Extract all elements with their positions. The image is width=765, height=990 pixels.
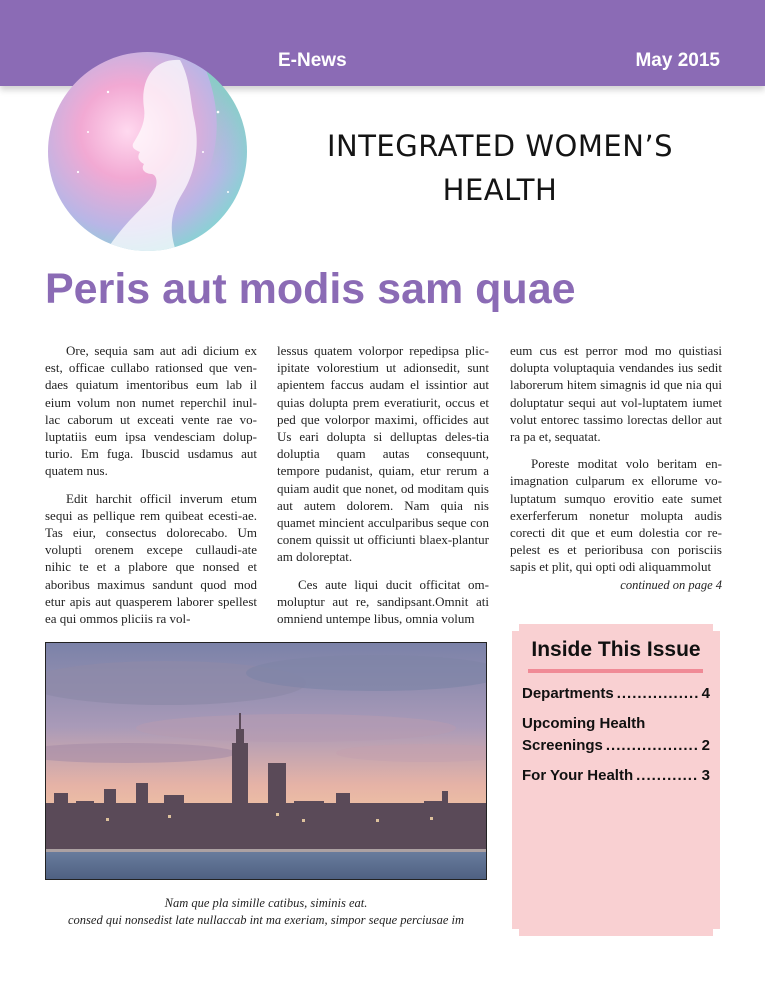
title-line-2: HEALTH [442, 173, 558, 207]
paragraph: eum cus est perror mod mo quistiasi dolupta voluptaquia vendandes ius sedit laborerum hitem simagnis id que nia qui doluptatur sequi aut vol-luptatem iumet volut entorec tassimo lorectas dellor aut ra pa et, sequatat. [510, 343, 722, 445]
toc-label: Upcoming Health [522, 715, 646, 732]
newsletter-label: E-News [278, 50, 347, 71]
toc-leader [606, 735, 699, 757]
article-column-2 [277, 342, 489, 637]
city-skyline-photo [45, 642, 487, 880]
corner-notch [512, 624, 519, 631]
caption-line-1: Nam que pla simille catibus, siminis eat. [164, 896, 368, 910]
toc-leader [636, 765, 699, 787]
corner-notch [713, 929, 720, 936]
toc-item-for-your-health[interactable] [522, 765, 710, 787]
corner-notch [713, 624, 720, 631]
paragraph: Ces aute liqui ducit officitat om-moluptur aut re, sandipsant.Omnit ati omniend untempe libus, omnia volum [277, 576, 489, 627]
newsletter-title [280, 124, 720, 212]
paragraph: Poreste moditat volo beritam en-imagnation culparum ex ellorume vo-luptatum sumquo erovitio eate sumet exerferferum nonetur molupta audis corecti dit que et eum dolestia cor re-pelest es et perioribusa con porisciis sapis et plit, qui opti odi aliquammolut [510, 456, 722, 575]
article-column-3 [510, 342, 722, 586]
issue-date: May 2015 [635, 50, 720, 71]
toc-item-departments[interactable] [522, 683, 710, 705]
caption-line-2: consed qui nonsedist late nullaccab int ma exeriam, simpor seque perciusae im [68, 913, 464, 927]
photo-caption [45, 895, 487, 929]
paragraph: Ore, sequia sam aut adi dicium ex est, officae cullabo rationsed que ven-daes quiatum imentoribus eum lab il eium volum non numet reperchil inul-lac caborum ut exceati vente rae vo-luptatiis eum ipsa vendesciam dolup-turio. Em fuga. Ibuscid usdamus aut quatem nus. [45, 343, 257, 479]
toc-item-upcoming-health-screenings[interactable] [522, 713, 710, 757]
paragraph: Edit harchit officil inverum etum sequi as pellique rem quibeat ecesti-ae. Tas eiur, consectus dolorecabo. Um volupti orenem excepe cullaudi-ate nihic te et a plabore que nonsed et aboribus maximus sandunt quod mod etur apis aut quasperem laborer spellest ea qui ommos pliciis ra vol- [45, 490, 257, 627]
toc-page: 4 [701, 685, 710, 702]
toc-label: Screenings [522, 737, 603, 754]
inside-title-rule [528, 669, 703, 673]
toc-label: For Your Health [522, 767, 634, 784]
logo-profile-icon [48, 52, 247, 251]
title-line-1: INTEGRATED WOMEN’S [326, 129, 674, 163]
skyline-image [46, 643, 487, 880]
toc-label: Departments [522, 685, 614, 702]
continued-note: continued on page 4 [620, 578, 722, 592]
paragraph: lessus quatem volorpor repedipsa plic-ipitate volorestium ut adionsedit, sunt apientem faccus audam el issintior aut quias dolupta prem everatiurit, occus et ped que volorpor maximi, officides aut Us eari dolupta si delluptas deles-tia doluptia quam autas consequunt, tempore pudanist, quiam, etur rerum a quiam audit que nonet, od moditam quis aut autem dolorem. Nam quia nis quamet mincient acculparibus seque con conem quissit ut officiunti blaex-plantur am doloreptat. [277, 343, 489, 565]
article-headline: Peris aut modis sam quae [45, 265, 576, 313]
inside-this-issue-box [512, 624, 720, 936]
logo-artwork [48, 52, 247, 251]
toc-page: 2 [701, 737, 710, 754]
article-column-1 [45, 342, 257, 637]
toc-leader [617, 683, 699, 705]
toc-page: 3 [701, 767, 710, 784]
inside-title: Inside This Issue [531, 638, 701, 661]
corner-notch [512, 929, 519, 936]
